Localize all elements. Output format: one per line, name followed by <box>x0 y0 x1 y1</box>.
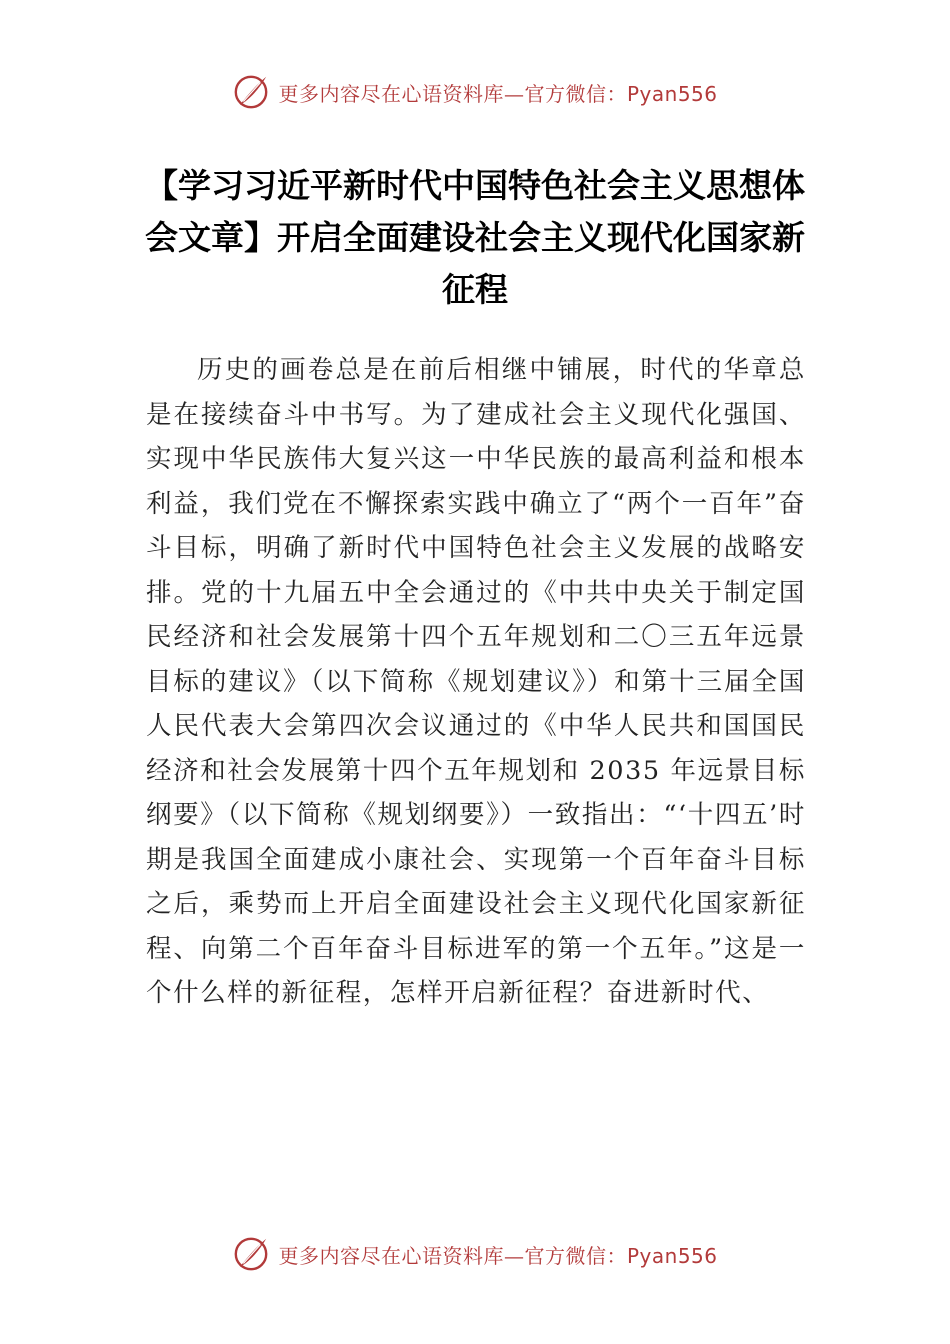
footer-banner-text: 更多内容尽在心语资料库—官方微信：Pyan556 <box>278 1243 718 1268</box>
quill-logo-icon <box>232 73 270 111</box>
quill-logo-icon <box>232 1235 270 1273</box>
footer-banner <box>0 1232 950 1276</box>
document-title: 【学习习近平新时代中国特色社会主义思想体会文章】开启全面建设社会主义现代化国家新征程 <box>145 166 805 309</box>
wechat-id: Pyan556 <box>626 81 718 106</box>
wechat-id: Pyan556 <box>626 1243 718 1268</box>
header-banner <box>0 70 950 114</box>
body-paragraph: 历史的画卷总是在前后相继中铺展，时代的华章总是在接续奋斗中书写。为了建成社会主义现代化强国、实现中华民族伟大复兴这一中华民族的最高利益和根本利益，我们党在不懈探索实践中确立了“两个一百年”奋斗目标，明确了新时代中国特色社会主义发展的战略安排。党的十九届五中全会通过的《中共中央关于制定国民经济和社会发展第十四个五年规划和二〇三五年远景目标的建议》（以下简称《规划建议》）和第十三届全国人民代表大会第四次会议通过的《中华人民共和国国民经济和社会发展第十四个五年规划和 2035 年远景目标纲要》（以下简称《规划纲要》）一致指出：“‘十四五’时期是我国全面建成小康社会、实现第一个百年奋斗目标之后，乘势而上开启全面建设社会主义现代化国家新征程、向第二个百年奋斗目标进军的第一个五年。”这是一个什么样的新征程，怎样开启新征程？奋进新时代、 <box>146 355 806 1008</box>
header-banner-text: 更多内容尽在心语资料库—官方微信：Pyan556 <box>278 81 718 106</box>
